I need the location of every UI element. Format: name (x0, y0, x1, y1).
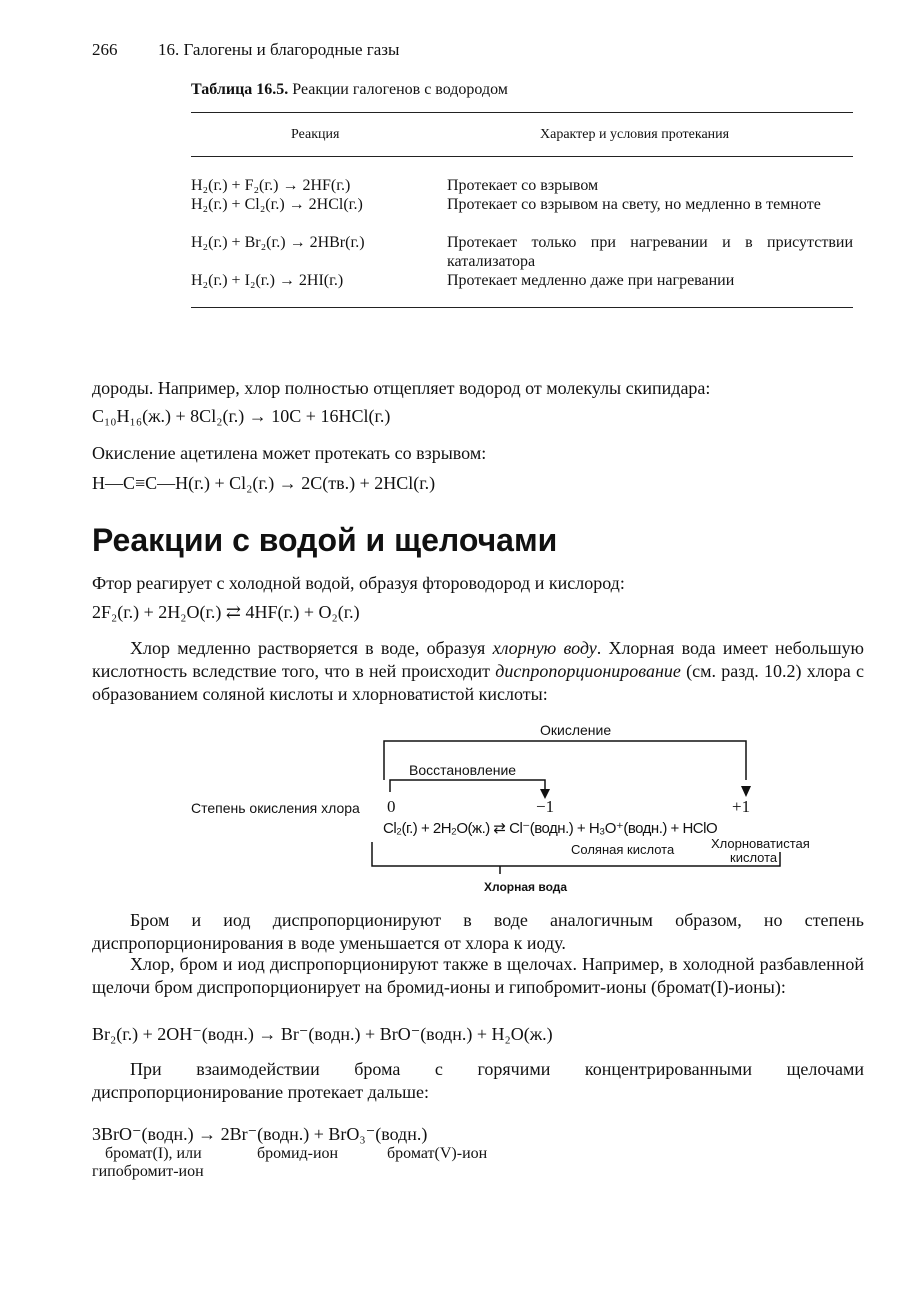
species-label: бромат(I), или (105, 1145, 202, 1162)
paragraph: Хлор, бром и иод диспропорционируют также в щелочах. Например, в холодной разбавленной щелочи бром диспропорционирует на бромид-ионы и гипобромит-ионы (бромат(I)-ионы): (92, 954, 864, 997)
table-cell-reaction: H₂(г.) + Br₂(г.) → 2HBr(г.) (191, 234, 365, 251)
oxidation-state-minus-one: −1 (536, 797, 555, 816)
hydrochloric-acid-label: Соляная кислота (571, 842, 675, 857)
paragraph: Бром и иод диспропорционируют в воде аналогичным образом, но степень диспропорционирования в воде уменьшается от хлора к иоду. (92, 910, 864, 953)
equation: C₁₀H₁₆(ж.) + 8Cl₂(г.) → 10C + 16HCl(г.) (92, 406, 391, 426)
hypochlorous-acid-label: Хлорноватистая (711, 836, 810, 851)
table-cell-condition: Протекает со взрывом (447, 177, 599, 194)
species-label: гипобромит-ион (92, 1163, 204, 1180)
reduction-bracket (390, 780, 545, 792)
paragraph-text: . Хлорная вода имеет небольшую кислотность вследствие того, что в ней происходит (92, 638, 864, 681)
species-label: бромат(V)-ион (387, 1145, 488, 1162)
oxidation-arrowhead (741, 786, 751, 797)
table-cell-condition: Протекает со взрывом на свету, но медленно в темноте (447, 196, 821, 213)
paragraph: дороды. Например, хлор полностью отщепляет водород от молекулы скипидара: (92, 378, 711, 398)
page-number: 266 (92, 40, 118, 59)
equation: Br₂(г.) + 2OH⁻(водн.) → Br⁻(водн.) + BrO⁻(водн.) + H₂O(ж.) (92, 1024, 553, 1044)
table-cell-condition: Протекает медленно даже при нагревании (447, 272, 735, 289)
paragraph-text: (см. разд. 10.2) хлора с образованием соляной кислоты и хлорноватистой кислоты: (92, 661, 864, 704)
paragraph: При взаимодействии брома с горячими концентрированными щелочами диспропорционирование протекает дальше: (92, 1059, 864, 1102)
table-header-character: Характер и условия протекания (540, 127, 730, 142)
table-header-reaction: Реакция (291, 127, 340, 142)
oxidation-label: Окисление (540, 722, 612, 738)
section-heading: Реакции с водой и щелочами (92, 522, 558, 558)
species-label: бромид-ион (257, 1145, 339, 1162)
disproportionation-equation: Cl₂(г.) + 2H₂O(ж.) ⇄ Cl⁻(водн.) + H₃O⁺(водн.) + HClO (383, 820, 718, 837)
chlorine-water-label: Хлорная вода (484, 880, 568, 894)
paragraph: Фтор реагирует с холодной водой, образуя фтороводород и кислород: (92, 573, 625, 593)
term-disproportionation: диспропорционирование (495, 661, 681, 681)
paragraph: Окисление ацетилена может протекать со взрывом: (92, 443, 487, 463)
chapter-title: 16. Галогены и благородные газы (158, 40, 400, 59)
table-cell-reaction: H₂(г.) + F₂(г.) → 2HF(г.) (191, 177, 351, 194)
table-caption-label: Таблица 16.5. (191, 81, 289, 98)
table-cell-condition: Протекает только при нагревании и в присутствии катализатора (447, 234, 853, 270)
paragraph-text: Хлор медленно растворяется в воде, образуя (130, 638, 493, 658)
equation: 2F₂(г.) + 2H₂O(г.) ⇄ 4HF(г.) + O₂(г.) (92, 602, 360, 622)
oxidation-state-plus-one: +1 (732, 797, 751, 816)
table-caption-text: Реакции галогенов с водородом (292, 81, 508, 98)
equation: 3BrO⁻(водн.) → 2Br⁻(водн.) + BrO₃⁻(водн.) (92, 1124, 428, 1144)
oxidation-state-zero: 0 (387, 797, 396, 816)
table-cell-reaction: H₂(г.) + Cl₂(г.) → 2HCl(г.) (191, 196, 363, 213)
term-chlorine-water: хлорную воду (492, 638, 597, 658)
reduction-label: Восстановление (409, 762, 517, 778)
table-cell-reaction: H₂(г.) + I₂(г.) → 2HI(г.) (191, 272, 344, 289)
hypochlorous-acid-label: кислота (730, 850, 778, 865)
equation: H—C≡C—H(г.) + Cl₂(г.) → 2C(тв.) + 2HCl(г.) (92, 473, 436, 493)
oxidation-state-label: Степень окисления хлора (191, 800, 360, 816)
